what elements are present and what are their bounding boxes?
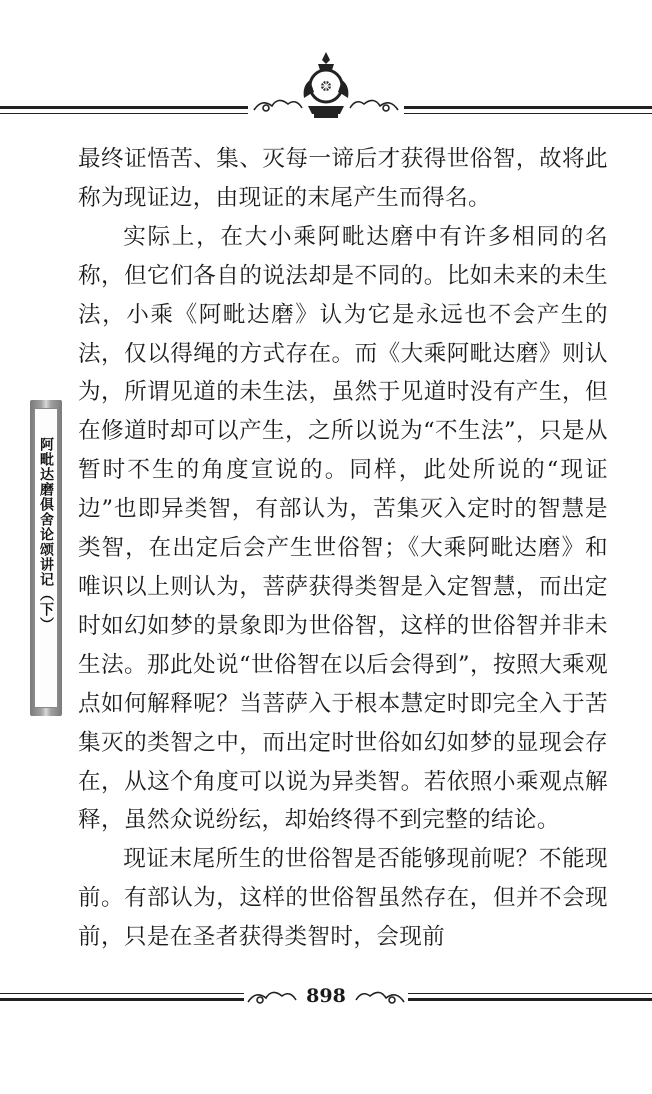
paragraph: 最终证悟苦、集、灭每一谛后才获得世俗智，故将此称为现证边，由现证的末尾产生而得名。: [78, 146, 608, 211]
book-title: 阿毗达磨俱舍论颂讲记（下）: [38, 437, 54, 632]
dharma-wheel-emblem-icon: [248, 50, 404, 120]
page-number: 898: [306, 985, 346, 1007]
side-tab: [30, 400, 62, 716]
paragraph: 现证末尾所生的世俗智是否能够现前呢？不能现前。有部认为，这样的世俗智虽然存在，但并不会现前，只是在圣者获得类智时，会现前: [78, 846, 608, 951]
page-body: [78, 140, 608, 957]
side-tab-label-box: [34, 408, 58, 708]
paragraph: 实际上，在大小乘阿毗达磨中有许多相同的名称，但它们各自的说法却是不同的。比如未来的未生法，小乘《阿毗达磨》认为它是永远也不会产生的法，仅以得绳的方式存在。而《大乘阿毗达磨》则认为，所谓见道的未生法，虽然于见道时没有产生，但在修道时却可以产生，之所以说为“不生法”，只是从暂时不生的角度宣说的。同样，此处所说的“现证边”也即异类智，有部认为，苦集灭入定时的智慧是类智，在出定后会产生世俗智；《大乘阿毗达磨》和唯识以上则认为，菩萨获得类智是入定智慧，而出定时如幻如梦的景象即为世俗智，这样的世俗智并非未生法。那此处说“世俗智在以后会得到”，按照大乘观点如何解释呢？当菩萨入于根本慧定时即完全入于苦集灭的类智之中，而出定时世俗如幻如梦的显现会存在，从这个角度可以说为异类智。若依照小乘观点解释，虽然众说纷纭，却始终得不到完整的结论。: [78, 223, 608, 834]
